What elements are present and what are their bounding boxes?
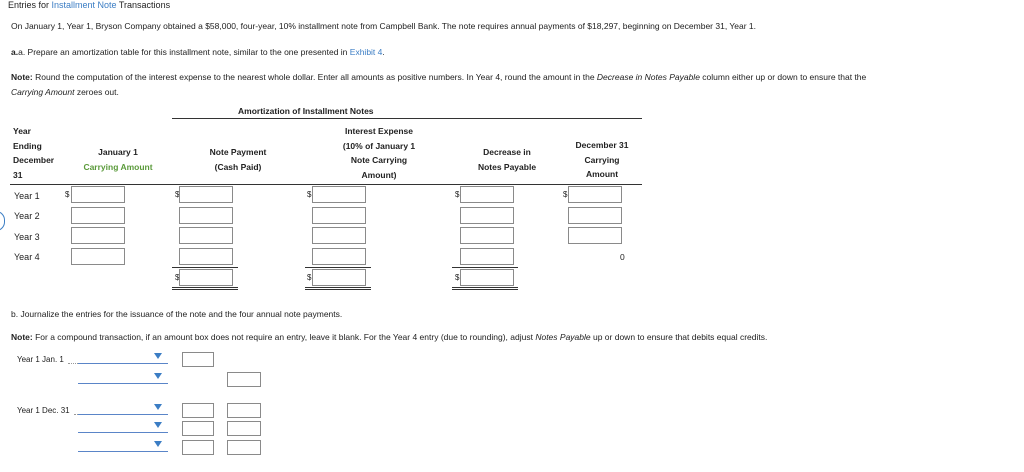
jan1-carrying-input-y3[interactable] bbox=[71, 227, 125, 244]
currency-sign: $ bbox=[307, 190, 312, 199]
currency-sign: $ bbox=[455, 190, 460, 199]
debit-input[interactable] bbox=[182, 403, 214, 418]
row-label-year1: Year 1 bbox=[14, 191, 40, 201]
decrease-input-y1[interactable] bbox=[460, 186, 514, 203]
chevron-down-icon[interactable] bbox=[154, 404, 162, 410]
totals-double-rule bbox=[305, 289, 371, 290]
row-label-year3: Year 3 bbox=[14, 232, 40, 242]
scroll-edge-marker bbox=[0, 211, 5, 231]
part-b-note: Note: For a compound transaction, if an amount box does not require an entry, leave it blank. For the Year 4 entry (due to rounding), adjust Notes Payable up or down to ensure that debits equal credits. bbox=[11, 332, 768, 342]
header-note-payment: Note Payment (Cash Paid) bbox=[209, 147, 267, 172]
debit-input[interactable] bbox=[182, 352, 214, 367]
payment-input-y3[interactable] bbox=[179, 227, 233, 244]
currency-sign: $ bbox=[307, 273, 312, 282]
totals-double-rule bbox=[305, 287, 371, 288]
journal-date-jan1: Year 1 Jan. 1 bbox=[17, 355, 64, 364]
totals-rule bbox=[305, 267, 371, 268]
account-select-line bbox=[78, 451, 168, 452]
payment-input-y2[interactable] bbox=[179, 207, 233, 224]
interest-total-input[interactable] bbox=[312, 269, 366, 286]
payment-total-input[interactable] bbox=[179, 269, 233, 286]
dec31-carrying-input-y1[interactable] bbox=[568, 186, 622, 203]
dec31-carrying-input-y2[interactable] bbox=[568, 207, 622, 224]
debit-input[interactable] bbox=[182, 440, 214, 455]
interest-input-y2[interactable] bbox=[312, 207, 366, 224]
dec31-carrying-y4-value: 0 bbox=[620, 252, 625, 262]
part-a-instruction: a.a. Prepare an amortization table for this installment note, similar to the one presented in Exhibit 4. bbox=[11, 47, 385, 57]
totals-rule bbox=[452, 267, 518, 268]
journal-date-dec31: Year 1 Dec. 31 bbox=[17, 406, 70, 415]
interest-input-y3[interactable] bbox=[312, 227, 366, 244]
caption-rule bbox=[172, 118, 642, 119]
credit-input[interactable] bbox=[227, 403, 261, 418]
account-select-line bbox=[78, 432, 168, 433]
table-caption: Amortization of Installment Notes bbox=[238, 106, 374, 116]
interest-input-y4[interactable] bbox=[312, 248, 366, 265]
totals-rule bbox=[172, 267, 238, 268]
header-year-ending: Year Ending December 31 bbox=[13, 126, 55, 180]
decrease-total-input[interactable] bbox=[460, 269, 514, 286]
title-suffix: Transactions bbox=[116, 0, 171, 10]
installment-note-link[interactable]: Installment Note bbox=[51, 0, 117, 10]
jan1-carrying-input-y1[interactable] bbox=[71, 186, 125, 203]
problem-intro: On January 1, Year 1, Bryson Company obtained a $58,000, four-year, 10% installment note from Campbell Bank. The note requires annual payments of $18,297, beginning on December 31, Year 1. bbox=[11, 21, 757, 31]
row-label-year2: Year 2 bbox=[14, 211, 40, 221]
row-label-year4: Year 4 bbox=[14, 252, 40, 262]
chevron-down-icon[interactable] bbox=[154, 353, 162, 359]
credit-input[interactable] bbox=[227, 372, 261, 387]
interest-input-y1[interactable] bbox=[312, 186, 366, 203]
currency-sign: $ bbox=[175, 190, 180, 199]
title-prefix: Entries for bbox=[8, 0, 52, 10]
date-leader bbox=[68, 363, 78, 364]
account-select-line bbox=[78, 363, 168, 364]
currency-sign: $ bbox=[455, 273, 460, 282]
jan1-carrying-input-y2[interactable] bbox=[71, 207, 125, 224]
header-rule bbox=[10, 184, 642, 185]
exhibit-4-link[interactable]: Exhibit 4 bbox=[349, 47, 383, 57]
page-title bbox=[8, 0, 170, 10]
header-dec31-carrying: December 31 Carrying Amount bbox=[575, 140, 629, 179]
part-a-text: a. Prepare an amortization table for this installment note, similar to the one presented in bbox=[18, 47, 350, 57]
currency-sign: $ bbox=[65, 190, 70, 199]
header-interest-expense: Interest Expense (10% of January 1 Note Carrying Amount) bbox=[342, 126, 416, 180]
totals-double-rule bbox=[452, 289, 518, 290]
credit-input[interactable] bbox=[227, 421, 261, 436]
debit-input[interactable] bbox=[182, 421, 214, 436]
totals-double-rule bbox=[172, 289, 238, 290]
part-a-note: Note: Round the computation of the interest expense to the nearest whole dollar. Enter all amounts as positive numbers. In Year 4, round the amount in the Decrease in Notes Payable column either up or down to ensure that the Carrying Amount zeroes out. bbox=[11, 72, 867, 97]
chevron-down-icon[interactable] bbox=[154, 441, 162, 447]
currency-sign: $ bbox=[563, 190, 568, 199]
totals-double-rule bbox=[172, 287, 238, 288]
chevron-down-icon[interactable] bbox=[154, 373, 162, 379]
credit-input[interactable] bbox=[227, 440, 261, 455]
dec31-carrying-input-y3[interactable] bbox=[568, 227, 622, 244]
chevron-down-icon[interactable] bbox=[154, 422, 162, 428]
decrease-input-y4[interactable] bbox=[460, 248, 514, 265]
decrease-input-y3[interactable] bbox=[460, 227, 514, 244]
header-jan1-carrying: January 1 Carrying Amount bbox=[83, 147, 153, 172]
totals-double-rule bbox=[452, 287, 518, 288]
header-decrease-notes: Decrease in Notes Payable bbox=[477, 147, 537, 172]
account-select-line bbox=[78, 414, 168, 415]
part-b-instruction: b. Journalize the entries for the issuance of the note and the four annual note payments. bbox=[11, 309, 343, 319]
jan1-carrying-input-y4[interactable] bbox=[71, 248, 125, 265]
currency-sign: $ bbox=[175, 273, 180, 282]
account-select-line bbox=[78, 383, 168, 384]
payment-input-y1[interactable] bbox=[179, 186, 233, 203]
decrease-input-y2[interactable] bbox=[460, 207, 514, 224]
payment-input-y4[interactable] bbox=[179, 248, 233, 265]
